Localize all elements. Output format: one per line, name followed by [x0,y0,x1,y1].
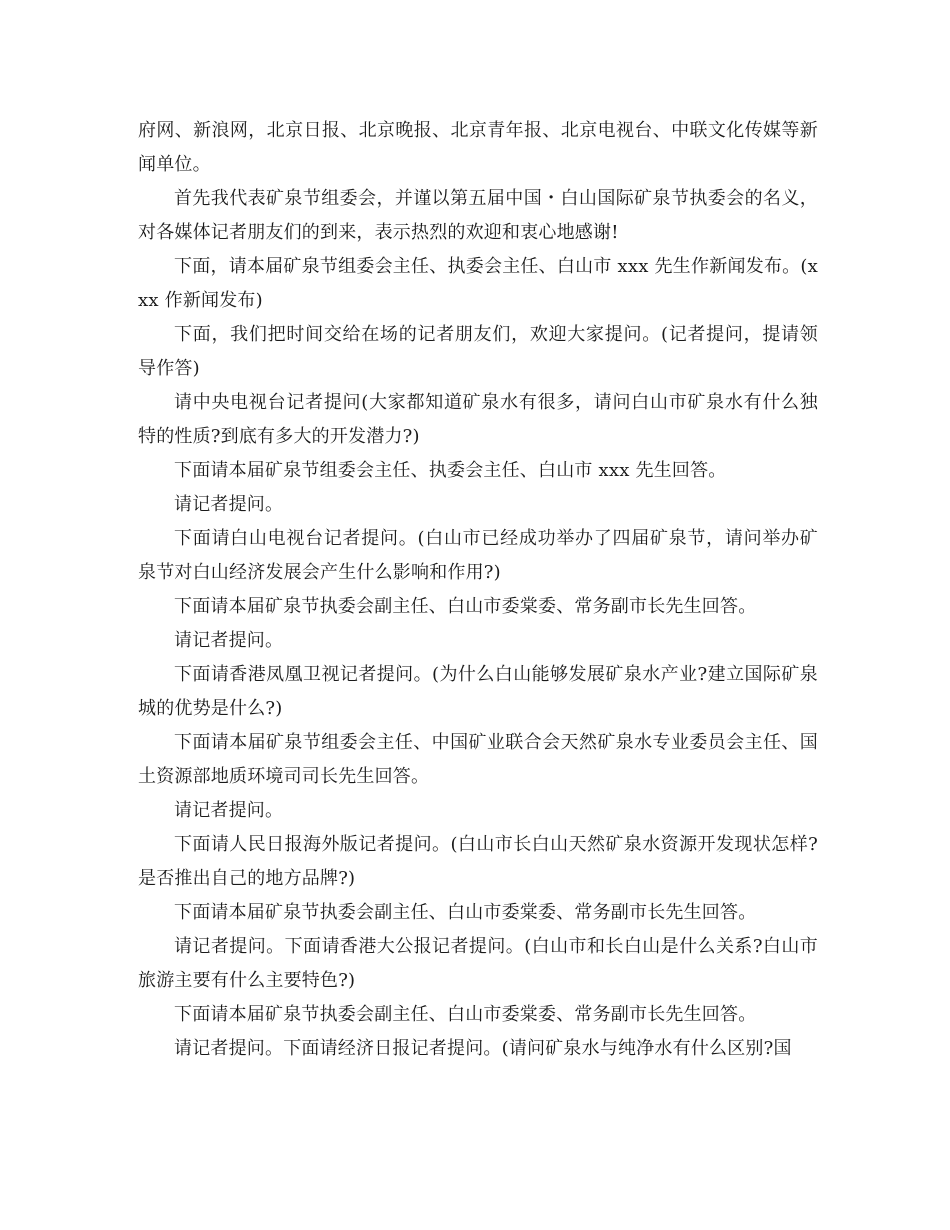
paragraph: 下面请本届矿泉节组委会主任、执委会主任、白山市 xxx 先生回答。 [174,460,727,481]
paragraph: 下面请本届矿泉节组委会主任、中国矿业联合会天然矿泉水专业委员会主任、国土资源部地质环境司司长先生回答。 [138,732,818,787]
paragraph: 请记者提问。下面请经济日报记者提问。(请问矿泉水与纯净水有什么区别?国 [174,1038,792,1059]
paragraph: 请记者提问。 [174,494,284,515]
paragraph: 下面请本届矿泉节执委会副主任、白山市委棠委、常务副市长先生回答。 [174,902,757,923]
paragraph: 首先我代表矿泉节组委会，并谨以第五届中国・白山国际矿泉节执委会的名义，对各媒体记者朋友们的到来，表示热烈的欢迎和衷心地感谢! [138,188,818,243]
paragraph: 请记者提问。 [174,630,284,651]
paragraph: 请记者提问。下面请香港大公报记者提问。(白山市和长白山是什么关系?白山市旅游主要有什么主要特色?) [138,936,818,991]
paragraph: 下面，我们把时间交给在场的记者朋友们，欢迎大家提问。(记者提问，提请领导作答) [138,324,818,379]
paragraph: 请记者提问。 [174,800,284,821]
paragraph: 下面请本届矿泉节执委会副主任、白山市委棠委、常务副市长先生回答。 [174,1004,757,1025]
paragraph: 府网、新浪网，北京日报、北京晚报、北京青年报、北京电视台、中联文化传媒等新闻单位。 [138,120,818,175]
paragraph: 下面，请本届矿泉节组委会主任、执委会主任、白山市 xxx 先生作新闻发布。(xxx 作新闻发布) [138,256,818,311]
paragraph: 下面请白山电视台记者提问。(白山市已经成功举办了四届矿泉节，请问举办矿泉节对白山经济发展会产生什么影响和作用?) [138,528,818,583]
document-body [138,114,818,1066]
paragraph: 下面请香港凤凰卫视记者提问。(为什么白山能够发展矿泉水产业?建立国际矿泉城的优势是什么?) [138,664,818,719]
paragraph: 下面请人民日报海外版记者提问。(白山市长白山天然矿泉水资源开发现状怎样?是否推出自己的地方品牌?) [138,834,818,889]
paragraph: 请中央电视台记者提问(大家都知道矿泉水有很多，请问白山市矿泉水有什么独特的性质?到底有多大的开发潜力?) [138,392,818,447]
paragraph: 下面请本届矿泉节执委会副主任、白山市委棠委、常务副市长先生回答。 [174,596,757,617]
